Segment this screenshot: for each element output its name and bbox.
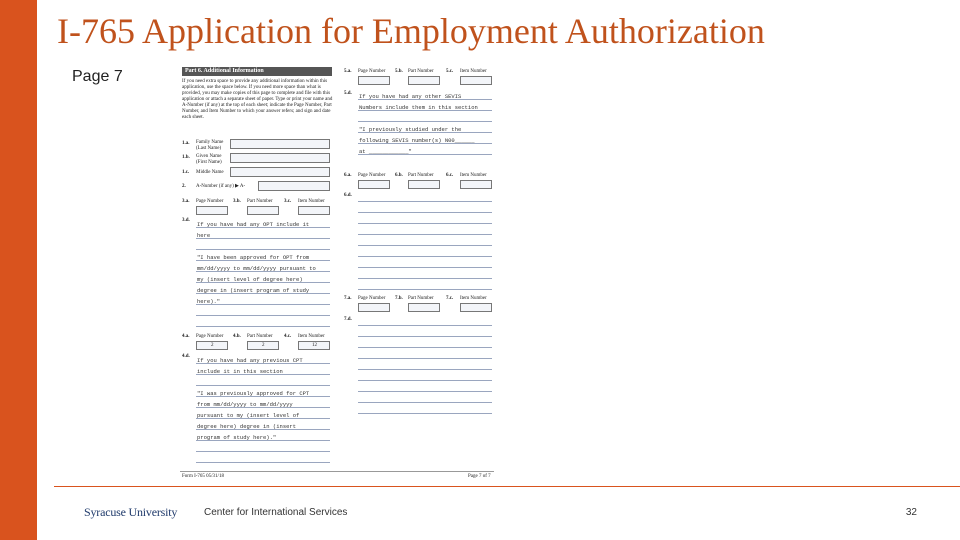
page-number-7-field[interactable] (358, 303, 390, 312)
page-number-4-field[interactable] (196, 341, 228, 350)
text-4d-line: pursuant to my (insert level of (197, 412, 300, 419)
item-number-6-field[interactable] (460, 180, 492, 189)
slide-page-number: 32 (905, 507, 917, 518)
family-name-field[interactable] (230, 139, 330, 149)
label-5a: 5.a. (344, 69, 352, 74)
university-logo: Syracuse University (84, 505, 178, 519)
text-5d-line: Numbers include them in this section (359, 104, 478, 111)
label-3a: 3.a. (182, 199, 190, 204)
part-number-5-field[interactable] (408, 76, 440, 85)
middle-name-field[interactable] (230, 167, 330, 177)
label-part-number-5: Part Number (408, 69, 434, 74)
additional-info-4d[interactable] (196, 353, 330, 463)
text-5d-line: following SEVIS number(s) N00______ (359, 137, 475, 144)
label-7b: 7.b. (395, 296, 403, 301)
text-5d-line: at ____________" (359, 148, 412, 155)
label-given-name: Given Name (First Name) (196, 154, 222, 165)
label-page-number-5: Page Number (358, 69, 386, 74)
text-4d-line: include it in this section (197, 368, 283, 375)
text-4d-line: If you have had any previous CPT (197, 357, 303, 364)
label-item-number-3: Item Number (298, 199, 325, 204)
label-part-number-7: Part Number (408, 296, 434, 301)
label-part-number-6: Part Number (408, 173, 434, 178)
text-4d-line: degree here) degree in (insert (197, 423, 297, 430)
label-3d: 3.d. (182, 218, 190, 223)
label-1a: 1.a. (182, 141, 190, 146)
label-1c: 1.c. (182, 170, 190, 175)
part-number-3-field[interactable] (247, 206, 279, 215)
part-number-7-field[interactable] (408, 303, 440, 312)
part-number-4-field[interactable] (247, 341, 279, 350)
text-5d-line: If you have had any other SEVIS (359, 93, 462, 100)
label-page-number-3: Page Number (196, 199, 224, 204)
form-page-image (178, 55, 498, 487)
additional-info-3d[interactable] (196, 217, 330, 327)
label-middle-name: Middle Name (196, 170, 224, 175)
page-label: Page 7 (72, 68, 123, 85)
label-6c: 6.c. (446, 173, 454, 178)
label-item-number-6: Item Number (460, 173, 487, 178)
text-3d-line: degree in (insert program of study (197, 287, 310, 294)
item-number-4-value: 12 (312, 343, 317, 348)
text-4d-line: program of study here)." (197, 434, 277, 441)
page-number-5-field[interactable] (358, 76, 390, 85)
label-family-name: Family Name (Last Name) (196, 140, 224, 151)
part-number-4-value: 2 (262, 343, 265, 348)
text-4d-line: "I was previously approved for CPT (197, 390, 310, 397)
label-4c: 4.c. (284, 334, 292, 339)
label-5b: 5.b. (395, 69, 403, 74)
label-6a: 6.a. (344, 173, 352, 178)
text-3d-line: here)." (197, 298, 221, 305)
item-number-4-field[interactable] (298, 341, 330, 350)
label-3c: 3.c. (284, 199, 292, 204)
text-5d-line: "I previously studied under the (359, 126, 462, 133)
label-part-number-3: Part Number (247, 199, 273, 204)
label-item-number-5: Item Number (460, 69, 487, 74)
label-part-number-4: Part Number (247, 334, 273, 339)
label-4a: 4.a. (182, 334, 190, 339)
label-1b: 1.b. (182, 155, 190, 160)
label-page-number-6: Page Number (358, 173, 386, 178)
label-item-number-7: Item Number (460, 296, 487, 301)
label-5c: 5.c. (446, 69, 454, 74)
form-footer-right: Page 7 of 7 (468, 474, 491, 479)
label-a-number: A-Number (if any) ▶ A- (196, 184, 246, 189)
additional-info-6d[interactable] (358, 191, 492, 291)
label-item-number-4: Item Number (298, 334, 325, 339)
text-3d-line: my (insert level of degree here) (197, 276, 303, 283)
page-number-4-value: 2 (211, 343, 214, 348)
text-3d-line: here (197, 232, 211, 239)
label-5d: 5.d. (344, 91, 352, 96)
item-number-7-field[interactable] (460, 303, 492, 312)
intro-text: If you need extra space to provide any additional information within this application, use the space below. If you need more space than what is provided, you may make copies of this page to complete and file with this application or attach a separate sheet of paper. Type or print your name and A-Number (if any) at the top of each sheet; indicate the Page Number, Part Number, and Item Number to which your answer refers; and sign and date each sheet. (182, 79, 333, 120)
left-accent-bar (0, 0, 37, 540)
label-page-number-4: Page Number (196, 334, 224, 339)
part-header: Part 6. Additional Information (182, 67, 332, 76)
given-name-field[interactable] (230, 153, 330, 163)
label-7d: 7.d. (344, 317, 352, 322)
text-3d-line: If you have had any OPT include it (197, 221, 310, 228)
text-3d-line: mm/dd/yyyy to mm/dd/yyyy pursuant to (197, 265, 316, 272)
label-6b: 6.b. (395, 173, 403, 178)
text-4d-line: from mm/dd/yyyy to mm/dd/yyyy (197, 401, 293, 408)
footer-divider (54, 486, 960, 487)
text-3d-line: "I have been approved for OPT from (197, 254, 310, 261)
form-footer-left: Form I-765 05/31/18 (182, 474, 224, 479)
footer-center-name: Center for International Services (204, 507, 348, 518)
slide-title: I-765 Application for Employment Authorization (57, 11, 765, 51)
label-page-number-7: Page Number (358, 296, 386, 301)
item-number-3-field[interactable] (298, 206, 330, 215)
form-footer-divider (180, 471, 494, 472)
part-number-6-field[interactable] (408, 180, 440, 189)
item-number-5-field[interactable] (460, 76, 492, 85)
additional-info-7d[interactable] (358, 315, 492, 419)
label-4d: 4.d. (182, 354, 190, 359)
label-6d: 6.d. (344, 193, 352, 198)
page-number-3-field[interactable] (196, 206, 228, 215)
label-7a: 7.a. (344, 296, 352, 301)
a-number-field[interactable] (258, 181, 330, 191)
label-3b: 3.b. (233, 199, 241, 204)
label-2: 2. (182, 184, 186, 189)
label-4b: 4.b. (233, 334, 241, 339)
page-number-6-field[interactable] (358, 180, 390, 189)
additional-info-5d[interactable] (358, 89, 492, 165)
label-7c: 7.c. (446, 296, 454, 301)
